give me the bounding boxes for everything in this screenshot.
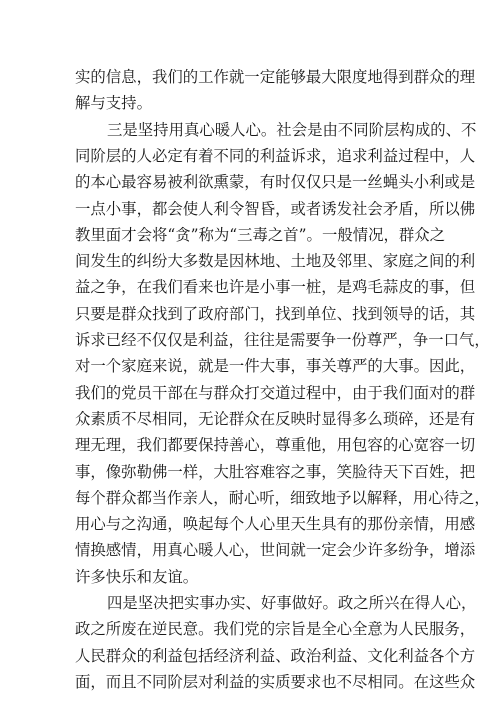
text-line: 人民群众的利益包括经济利益、政治利益、文化利益各个方 [75,647,476,665]
text-line: 教里面才会将“贪”称为“三毒之首”。一般情况，群众之 [75,226,446,244]
text-line: 只要是群众找到了政府部门，找到单位、找到领导的话，其 [75,305,476,323]
text-line: 诉求已经不仅仅是利益，往往是需要争一份尊严，争一口气， [75,331,490,349]
text-line: 间发生的纠纷大多数是因林地、土地及邻里、家庭之间的利 [75,252,476,270]
text-line: 的本心最容易被利欲熏蒙，有时仅仅只是一丝蝇头小利或是 [75,173,476,191]
text-line: 众素质不尽相同，无论群众在反映时显得多么琐碎，还是有 [75,410,476,428]
text-line: 面，而且不同阶层对利益的实质要求也不尽相同。在这些众 [75,673,476,691]
text-line: 用心与之沟通，唤起每个人心里天生具有的那份亲情，用感 [75,515,476,533]
text-line: 事，像弥勒佛一样，大肚容难容之事，笑脸待天下百姓，把 [75,463,476,481]
text-line: 理无理，我们都要保持善心，尊重他，用包容的心宽容一切 [75,436,476,454]
text-line: 对一个家庭来说，就是一件大事，事关尊严的大事。因此， [75,357,476,375]
text-line: 实的信息，我们的工作就一定能够最大限度地得到群众的理 [75,68,476,86]
paragraph-start-line: 三是坚持用真心暖人心。社会是由不同阶层构成的、不 [107,121,477,139]
text-line: 情换感情，用真心暖人心，世间就一定会少许多纷争，增添 [75,541,476,559]
text-line: 我们的党员干部在与群众打交道过程中，由于我们面对的群 [75,384,476,402]
text-line: 解与支持。 [75,94,152,112]
paragraph-start-line: 四是坚决把实事办实、好事做好。政之所兴在得人心， [107,594,477,612]
text-line: 许多快乐和友谊。 [75,568,199,586]
text-line: 政之所废在逆民意。我们党的宗旨是全心全意为人民服务， [75,620,476,638]
text-line: 一点小事，都会使人利令智昏，或者诱发社会矛盾，所以佛 [75,200,476,218]
text-line: 益之争，在我们看来也许是小事一桩，是鸡毛蒜皮的事，但 [75,278,476,296]
text-line: 每个群众都当作亲人，耐心听，细致地予以解释，用心待之， [75,489,490,507]
text-line: 同阶层的人必定有着不同的利益诉求，追求利益过程中，人 [75,147,476,165]
